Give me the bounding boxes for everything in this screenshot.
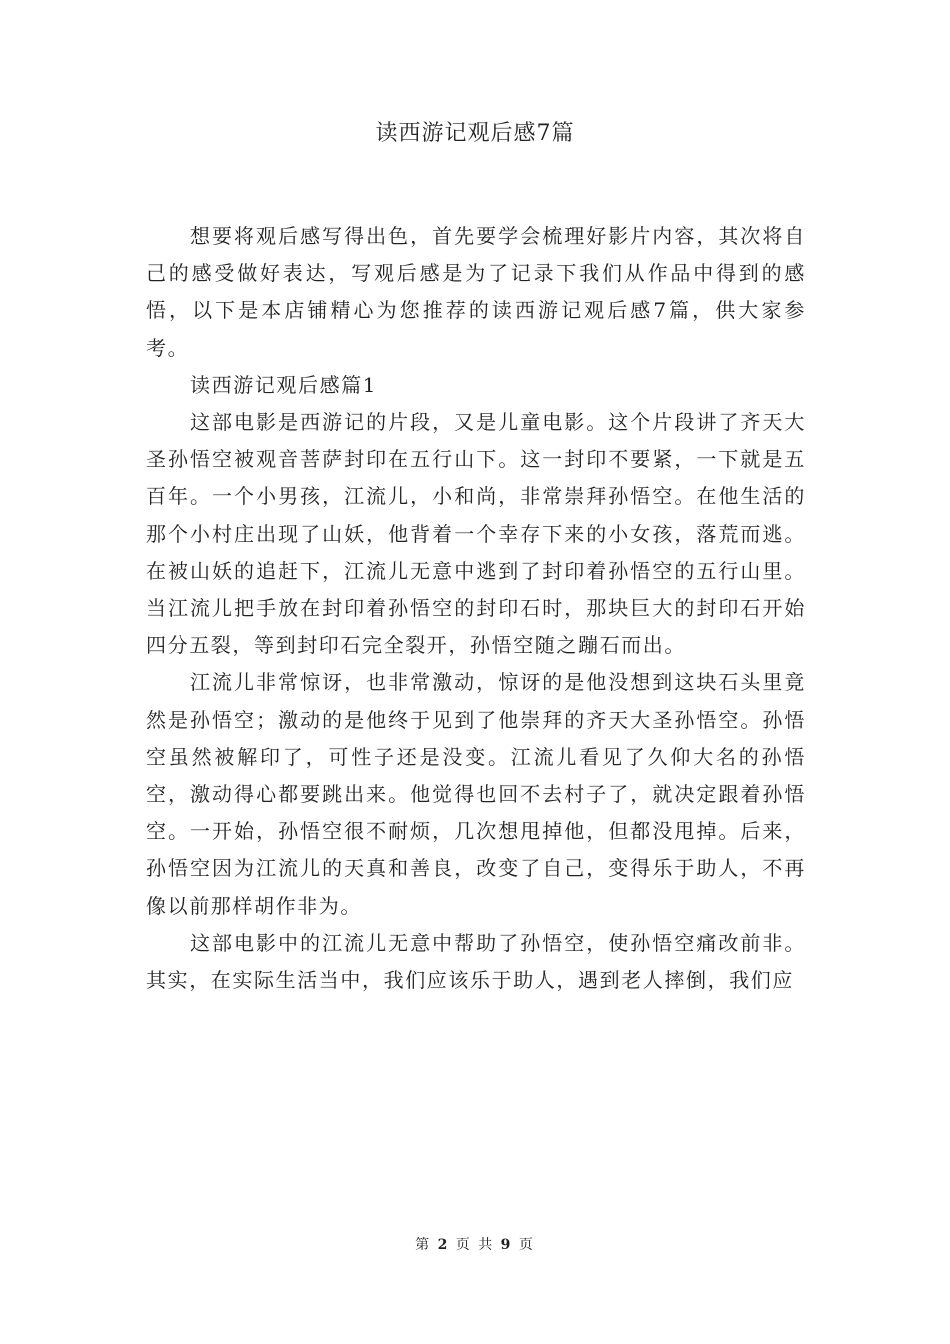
document-title: 读西游记观后感7篇 bbox=[375, 121, 575, 146]
footer-middle: 页 共 bbox=[455, 1237, 495, 1253]
body-paragraph: 江流儿非常惊讶，也非常激动，惊讶的是他没想到这块石头里竟然是孙悟空；激动的是他终于见到了他崇拜的齐天大圣孙悟空。孙悟空虽然被解印了，可性子还是没变。江流儿看见了久仰大名的孙悟空，激动得心都要跳出来。他觉得也回不去村子了，就决定跟着孙悟空。一开始，孙悟空很不耐烦，几次想甩掉他，但都没甩掉。后来，孙悟空因为江流儿的天真和善良，改变了自己，变得乐于助人，不再像以前那样胡作非为。 bbox=[146, 670, 806, 918]
document-body bbox=[146, 218, 806, 999]
section-heading: 读西游记观后感篇1 bbox=[190, 372, 378, 397]
footer-prefix: 第 bbox=[415, 1237, 432, 1253]
intro-paragraph: 想要将观后感写得出色，首先要学会梳理好影片内容，其次将自己的感受做好表达，写观后感是为了记录下我们从作品中得到的感悟，以下是本店铺精心为您推荐的读西游记观后感7篇，供大家参考。 bbox=[146, 224, 806, 360]
footer-current-page: 2 bbox=[437, 1237, 450, 1253]
page-footer bbox=[0, 1235, 950, 1255]
body-paragraph: 这部电影中的江流儿无意中帮助了孙悟空，使孙悟空痛改前非。其实，在实际生活当中，我们应该乐于助人，遇到老人摔倒，我们应 bbox=[146, 930, 806, 993]
footer-suffix: 页 bbox=[518, 1237, 535, 1253]
footer-total-pages: 9 bbox=[500, 1237, 513, 1253]
body-paragraph: 这部电影是西游记的片段，又是儿童电影。这个片段讲了齐天大圣孙悟空被观音菩萨封印在五行山下。这一封印不要紧，一下就是五百年。一个小男孩，江流儿，小和尚，非常崇拜孙悟空。在他生活的那个小村庄出现了山妖，他背着一个幸存下来的小女孩，落荒而逃。在被山妖的追赶下，江流儿无意中逃到了封印着孙悟空的五行山里。当江流儿把手放在封印着孙悟空的封印石时，那块巨大的封印石开始四分五裂，等到封印石完全裂开，孙悟空随之蹦石而出。 bbox=[146, 410, 806, 658]
